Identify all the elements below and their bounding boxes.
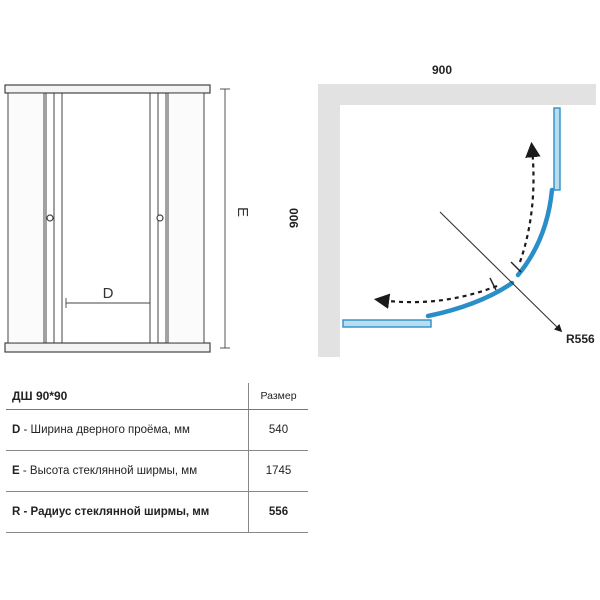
front-view (5, 85, 230, 352)
door-handle-icon (511, 262, 521, 272)
table-row (6, 451, 308, 492)
dimension-d-label: D (102, 285, 114, 302)
left-panel (8, 93, 44, 343)
left-handle-icon (47, 215, 53, 221)
plan-view (318, 84, 596, 357)
door-handle-icon (490, 278, 496, 290)
left-glass-panel (343, 320, 431, 327)
table-row (6, 492, 308, 533)
param-value: 556 (249, 492, 309, 533)
param-value: 1745 (249, 451, 309, 492)
radius-label: R556 (566, 332, 595, 346)
right-handle-icon (157, 215, 163, 221)
bottom-frame (5, 343, 210, 352)
specs-table (6, 383, 308, 533)
param-sep: - (20, 506, 31, 518)
top-frame (5, 85, 210, 93)
param-key: R (12, 506, 21, 518)
curved-door-right (518, 190, 552, 275)
param-desc: Радиус стеклянной ширмы, мм (30, 506, 210, 518)
dimension-e-label: E (234, 206, 251, 218)
param-desc: Ширина дверного проёма, мм (30, 424, 190, 436)
param-sep: - (20, 424, 31, 436)
plan-width-label: 900 (431, 63, 453, 77)
param-desc: Высота стеклянной ширмы, мм (29, 465, 198, 477)
right-glass-panel (554, 108, 560, 190)
param-value: 540 (249, 410, 309, 451)
right-panel (168, 93, 204, 343)
param-key: D (12, 424, 21, 436)
plan-depth-label: 900 (287, 207, 301, 229)
table-header-row (6, 383, 308, 410)
param-key: E (12, 465, 20, 477)
table-row (6, 410, 308, 451)
value-header: Размер (249, 383, 309, 410)
param-sep: - (19, 465, 30, 477)
opening-arrow-up (520, 148, 534, 262)
table-title: ДШ 90*90 (6, 383, 249, 410)
